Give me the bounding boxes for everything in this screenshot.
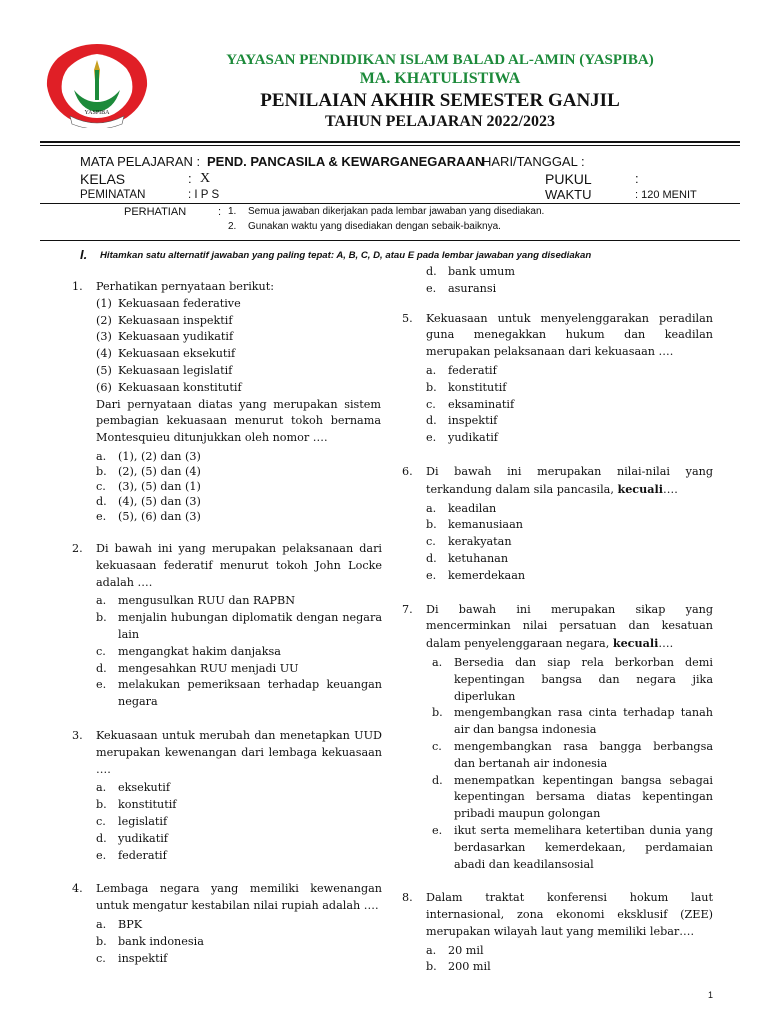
option-b[interactable] [96, 797, 382, 814]
option-text: konstitutif [448, 380, 507, 394]
option-letter: b. [426, 518, 437, 532]
option-d[interactable] [96, 831, 382, 848]
question-text [426, 602, 713, 653]
option-b[interactable] [96, 610, 382, 644]
time-label: PUKUL [545, 171, 592, 187]
question-text-continued: Dari pernyataan diatas yang merupakan sistem pembagian kekuasaan menurut tokoh bernama Montesquieu ditunjukkan oleh nomor …. [96, 397, 381, 445]
option-b[interactable] [426, 959, 713, 976]
option-c[interactable] [426, 397, 713, 414]
option-text: mengembangkan rasa cinta terhadap tanah air dan bangsa indonesia [454, 706, 713, 737]
subject-value: PEND. PANCASILA & KEWARGANEGARAAN [207, 154, 485, 169]
option-a[interactable] [426, 363, 713, 380]
statement-num: (4) [96, 347, 112, 361]
option-c[interactable] [426, 534, 713, 551]
option-letter: a. [426, 943, 437, 957]
option-text: menempatkan kepentingan bangsa sebagai kepentingan bersama diatas kepentingan pribadi maupun golongan [454, 773, 713, 821]
option-e[interactable] [432, 823, 713, 873]
question-1 [72, 279, 382, 524]
option-d[interactable] [96, 494, 382, 509]
option-text: konstitutif [118, 798, 177, 812]
question-4-continued [426, 264, 713, 298]
attention-label: PERHATIAN [124, 206, 187, 218]
exam-title: PENILAIAN AKHIR SEMESTER GANJIL [260, 90, 620, 111]
option-letter: b. [96, 934, 107, 948]
option-letter: c. [426, 535, 436, 549]
attention-item-2 [228, 221, 501, 232]
info-rule [40, 203, 740, 204]
option-letter: c. [426, 397, 436, 411]
option-e[interactable] [96, 677, 382, 711]
statement-text: Kekuasaan federative [118, 296, 241, 310]
option-text: federatif [118, 848, 167, 862]
option-letter: d. [96, 494, 107, 508]
question-number: 6. [402, 464, 413, 478]
option-text: melakukan pemeriksaan terhadap keuangan negara [118, 678, 382, 709]
option-letter: d. [426, 265, 437, 278]
subject-label: MATA PELAJARAN : [80, 154, 201, 169]
option-text: keadilan [448, 501, 497, 515]
option-text: ketuhanan [448, 551, 509, 565]
right-column [402, 264, 713, 976]
question-text: Lembaga negara yang memiliki kewenangan untuk mengatur kestabilan nilai rupiah adalah …. [96, 882, 382, 913]
option-d[interactable] [426, 413, 713, 430]
option-text: legislatif [118, 814, 168, 828]
statement-num: (1) [96, 296, 112, 310]
option-text: federatif [448, 363, 497, 377]
statement-item [96, 380, 382, 397]
attention-num: 1. [228, 206, 237, 217]
option-letter: c. [96, 951, 106, 965]
question-text: Kekuasaan untuk merubah dan menetapkan UUD merupakan kewenangan dari lembaga kekuasaan …. [96, 728, 382, 776]
academic-year: TAHUN PELAJARAN 2022/2023 [325, 113, 555, 130]
option-d[interactable] [432, 773, 713, 823]
option-text: (2), (5) dan (4) [118, 464, 201, 478]
class-value: X [200, 171, 211, 186]
duration-value: : 120 MENIT [635, 189, 697, 201]
option-letter: b. [96, 798, 107, 812]
statement-num: (6) [96, 380, 112, 394]
option-text: eksekutif [118, 781, 170, 795]
left-column [72, 279, 382, 967]
section-number: I. [80, 247, 88, 262]
option-letter: d. [426, 551, 437, 565]
option-text: menjalin hubungan diplomatik dengan negara lain [118, 611, 382, 641]
question-number: 4. [72, 882, 83, 896]
question-number: 2. [72, 541, 83, 555]
question-6 [402, 464, 713, 585]
school-logo [44, 40, 150, 128]
option-e[interactable] [96, 848, 382, 865]
statement-item [96, 363, 382, 380]
option-letter: e. [426, 281, 437, 295]
question-2 [72, 541, 382, 711]
option-a[interactable] [426, 943, 713, 960]
option-text: kerakyatan [448, 535, 512, 549]
option-text: mengembangkan rasa bangga berbangsa dan bertanah air indonesia [454, 739, 713, 770]
question-number: 7. [402, 602, 413, 616]
option-text: (5), (6) dan (3) [118, 509, 201, 523]
option-b[interactable] [96, 934, 382, 951]
option-text: kemanusiaan [448, 518, 523, 532]
option-letter: c. [96, 814, 106, 828]
option-letter: a. [96, 917, 107, 931]
option-text: mengusulkan RUU dan RAPBN [118, 594, 296, 608]
statement-text: Kekuasaan eksekutif [118, 347, 236, 361]
attention-rule [40, 240, 740, 241]
question-text: Perhatikan pernyataan berikut: [96, 280, 275, 293]
option-text: mengesahkan RUU menjadi UU [118, 661, 299, 675]
question-text: Di bawah ini yang merupakan pelaksanaan dari kekuasaan federatif menurut tokoh John Locke adalah …. [96, 541, 382, 589]
header-rule [40, 141, 740, 143]
class-colon: : [188, 171, 192, 186]
page-number: 1 [708, 990, 714, 1000]
option-text: inspektif [448, 414, 498, 428]
option-c[interactable] [96, 644, 382, 661]
statement-item [96, 329, 382, 346]
logo-text: YASPIBA [84, 110, 110, 116]
question-number: 1. [72, 280, 83, 293]
option-text: 20 mil [448, 943, 484, 957]
major-value: : I P S [188, 189, 220, 201]
question-stem: Di bawah ini merupakan nilai-nilai yang terkandung dalam sila pancasila, [426, 464, 713, 496]
attention-colon: : [218, 206, 222, 218]
section-instruction: Hitamkan satu alternatif jawaban yang paling tepat: A, B, C, D, atau E pada lembar jawaban yang disediakan [100, 250, 592, 261]
option-letter: c. [432, 739, 442, 753]
option-letter: e. [96, 509, 107, 523]
option-text: yudikatif [448, 431, 498, 445]
question-text: Kekuasaan untuk menyelenggarakan peradilan guna menegakkan hukum dan keadilan merupakan pelaksanaan dari kekuasaan …. [426, 311, 713, 359]
option-letter: a. [432, 655, 443, 669]
statement-num: (3) [96, 330, 112, 344]
option-text: bank indonesia [118, 934, 204, 948]
question-tail: …. [658, 637, 674, 651]
header-rule-thin [40, 145, 740, 146]
question-7 [402, 602, 713, 874]
question-number: 5. [402, 311, 413, 325]
option-text: inspektif [118, 951, 168, 965]
option-letter: d. [96, 831, 107, 845]
option-letter: a. [426, 363, 437, 377]
option-text: asuransi [448, 281, 497, 295]
question-text: Dalam traktat konferensi hokum laut internasional, zona ekonomi eksklusif (ZEE) merupakan wilayah laut yang memiliki lebar…. [426, 891, 713, 938]
class-label: KELAS [80, 171, 126, 187]
option-c[interactable] [96, 479, 382, 494]
option-b[interactable] [426, 517, 713, 534]
option-text: Bersedia dan siap rela berkorban demi kepentingan bangsa dan negara jika diperlukan [454, 655, 713, 703]
school-name: MA. KHATULISTIWA [359, 70, 521, 87]
option-letter: a. [96, 781, 107, 795]
question-text [426, 464, 713, 499]
option-letter: e. [426, 568, 437, 582]
attention-text: Semua jawaban dikerjakan pada lembar jawaban yang disediakan. [248, 206, 545, 217]
option-text: BPK [118, 917, 143, 931]
statement-num: (5) [96, 363, 112, 377]
option-a[interactable] [426, 501, 713, 518]
option-letter: c. [96, 644, 106, 658]
option-letter: b. [96, 464, 107, 478]
foundation-name: YAYASAN PENDIDIKAN ISLAM BALAD AL-AMIN (YASPIBA) [226, 52, 654, 68]
option-text: yudikatif [118, 831, 168, 845]
question-emphasis: kecuali [612, 636, 659, 651]
option-letter: b. [432, 706, 443, 720]
statement-text: Kekuasaan konstitutif [118, 380, 242, 394]
option-b[interactable] [96, 464, 382, 479]
option-text: eksaminatif [448, 397, 515, 411]
option-text: (3), (5) dan (1) [118, 479, 201, 493]
question-emphasis: kecuali [617, 481, 664, 496]
option-letter: b. [96, 611, 107, 625]
date-label: HARI/TANGGAL : [482, 154, 585, 169]
option-a[interactable] [96, 593, 382, 610]
option-d[interactable] [426, 551, 713, 568]
question-5 [402, 311, 713, 447]
option-b[interactable] [432, 705, 713, 739]
time-colon: : [635, 171, 639, 186]
statement-num: (2) [96, 313, 112, 327]
option-letter: e. [96, 848, 107, 862]
statement-item [96, 313, 382, 330]
statement-item [96, 296, 382, 313]
option-letter: a. [96, 594, 107, 608]
option-letter: e. [96, 678, 107, 692]
question-stem: Di bawah ini merupakan sikap yang mencerminkan nilai persatuan dan kesatuan dalam penyelenggaraan negara, [426, 602, 713, 651]
option-text: kemerdekaan [448, 568, 526, 582]
statement-item [96, 346, 382, 363]
option-letter: b. [426, 960, 437, 974]
option-c[interactable] [96, 814, 382, 831]
question-tail: …. [663, 482, 678, 496]
option-text: mengangkat hakim danjaksa [118, 644, 281, 658]
question-4 [72, 881, 382, 967]
option-e[interactable] [426, 281, 713, 298]
attention-text: Gunakan waktu yang disediakan dengan sebaik-baiknya. [248, 221, 501, 232]
option-text: bank umum [448, 265, 515, 278]
option-d[interactable] [426, 264, 713, 281]
duration-label: WAKTU [545, 187, 592, 202]
option-c[interactable] [96, 951, 382, 968]
option-text: (1), (2) dan (3) [118, 449, 201, 463]
statement-text: Kekuasaan inspektif [118, 313, 233, 327]
option-b[interactable] [426, 380, 713, 397]
option-a[interactable] [96, 917, 382, 934]
option-d[interactable] [96, 661, 382, 678]
attention-num: 2. [228, 221, 237, 232]
option-c[interactable] [432, 739, 713, 773]
option-a[interactable] [432, 655, 713, 705]
option-letter: c. [96, 479, 106, 493]
option-letter: e. [432, 823, 443, 837]
option-letter: d. [432, 773, 443, 787]
option-letter: b. [426, 380, 437, 394]
option-letter: a. [96, 449, 107, 463]
option-e[interactable] [426, 568, 713, 585]
option-text: 200 mil [448, 960, 491, 974]
option-text: (4), (5) dan (3) [118, 494, 201, 508]
option-e[interactable] [426, 430, 713, 447]
attention-item-1 [228, 206, 544, 217]
option-letter: e. [426, 431, 437, 445]
statement-text: Kekuasaan yudikatif [118, 330, 234, 344]
question-8 [402, 890, 713, 976]
option-letter: d. [426, 414, 437, 428]
option-a[interactable] [96, 780, 382, 797]
question-number: 3. [72, 728, 83, 742]
major-label: PEMINATAN [80, 189, 146, 201]
option-letter: d. [96, 661, 107, 675]
question-number: 8. [402, 891, 413, 905]
question-3 [72, 728, 382, 864]
option-a[interactable] [96, 449, 382, 464]
option-letter: a. [426, 501, 437, 515]
option-e[interactable] [96, 509, 382, 524]
option-text: ikut serta memelihara ketertiban dunia yang berdasarkan kemerdekaan, perdamaian abadi dan keadilansosial [454, 823, 713, 871]
statement-text: Kekuasaan legislatif [118, 363, 233, 377]
